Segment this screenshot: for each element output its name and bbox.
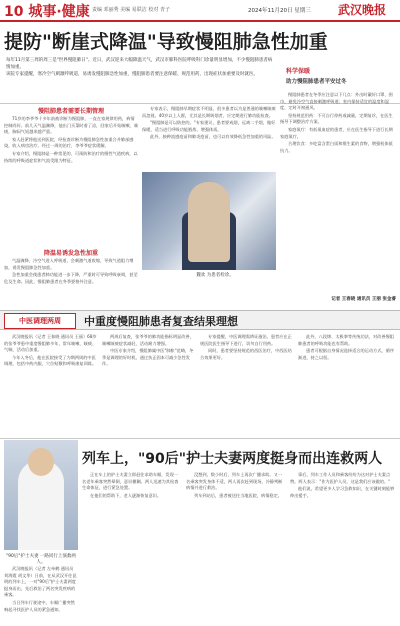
article1-column-4 [280,92,396,292]
paragraph: 慢阻肺患者在冬季应注意以下几点：外出时戴好口罩、围巾，避免冷空气直接刺激呼吸道；室内保持适宜的温度和湿度，定时开窗通风。 [280,92,393,111]
article2-column-1 [4,334,98,436]
paragraph: 专家介绍，慢阻肺是一种常见的、可预防和治疗的慢性气道疾病，以持续的呼吸道症状和气流受限为特征。 [4,150,138,163]
paragraph: 急性加重会使患者肺功能进一步下降，严重时可导致呼吸衰竭，甚至危及生命。因此，慢阻肺患者在冬季要格外注意。 [4,272,138,284]
paragraph: 家人赶紧将他送到医院，经检查诊断为慢阻肺急性加重合并肺部感染，收入病房治疗。经过一周的治疗，李爷爷症状缓解。 [4,136,134,149]
paragraph: 武汉晚报讯（记者 王春晓 通讯员 王丽）68岁的张爷爷患中重度慢阻肺多年，常年咳嗽、咳痰、气喘，活动后加重。 [4,334,97,353]
paragraph: 今年入冬后，他在医院接受了为期两周的中医调理，包括中药内服、穴位贴敷和呼吸康复训练。 [4,354,97,367]
section-tag-label: 中医调理两周 [19,317,61,325]
photo-caption: "90后"护士夫妻 一路同行上演救两人。 [6,554,76,565]
tagline-line1: 科学保暖 [286,68,311,75]
paragraph: 当日列车行驶途中，车厢广播突然响起寻找医护人员的紧急通知。 [4,599,75,612]
paragraph: 合理饮食：多吃富含蛋白质和维生素的食物，增强机体抵抗力。 [280,141,393,153]
section-tag [4,313,76,329]
lead-paragraph: 该院专家提醒，寒冷空气刺激呼吸道，易诱发慢阻肺急性加重，慢阻肺患者要注意保暖、规范用药，出现症状加重要及时就医。 [6,72,258,77]
paragraph: 在他们的帮助下，老人逐渐恢复意识。 [90,492,162,498]
photo-caption: 魏欢 为患者检诊。 [196,273,234,278]
paragraph: 坚持规范用药：不可自行停药或减量，定期复诊，在医生指导下调整治疗方案。 [280,112,393,125]
article3-column-2 [82,472,182,624]
article1-tagline [286,66,396,85]
editor-credits: 责编 邓丽秀 美编 易联洁 校对 青子 [92,7,170,13]
article3-column-4 [290,472,396,624]
divider [0,438,400,439]
paragraph: 两周后复查，张爷爷的肺功能指标明显改善，咳嗽咳痰症状减轻，活动耐力增强。 [102,334,194,346]
paragraph: 列车到站后，患者被送往当地医院，病情稳定。 [194,492,282,498]
nurse-couple-photo [4,440,78,550]
paragraph: 他们说，希望更多人学习急救知识，在关键时刻能够伸出援手。 [290,486,395,498]
paragraph: 没想到，数小时后，列车上再次广播求助。又一名乘客突发身体不适，两人再次赶到现场，冷静判断病情并进行救治。 [186,472,283,491]
paragraph: 正在车上的护士夫妻立即赶往求助车厢，发现一名老年乘客突然晕倒，意识模糊。两人迅速为其检查生命体征，进行紧急处置。 [82,472,179,491]
newspaper-logo: 武汉晚报 [338,3,387,17]
article1-column-2 [4,258,138,306]
article2-column-4 [298,334,396,436]
paragraph: "慢阻肺是可以防控的。"专家建议，患者要戒烟，远离二手烟，做好保暖，适当进行呼吸功能锻炼，增强体质。 [142,120,276,132]
article2-column-3 [200,334,294,436]
tagline-line2: 助力慢阻肺患者平安过冬 [286,79,347,85]
section-title: 10 城事·健康 [4,4,90,20]
paragraph: 中医专家介绍，慢阻肺属中医"肺胀"范畴，冬季是调理的好时机，通过扶正固本可减少急性发作。 [102,348,194,367]
article1-headline: 提防"断崖式降温"导致慢阻肺急性加重 [4,31,328,53]
article1-column-1 [4,116,138,244]
article2-headline: 中重度慢阻肺患者复查结果理想 [84,315,238,328]
paragraph: 71岁的李爷爷十多年前被诊断为慢阻肺，一直在家规律用药，病情控制尚好。前几天气温骤降，他出门买菜时着了凉，回家后开始咳嗽、咳痰，胸闷气短越来越严重。 [4,116,138,135]
article3-column-3 [186,472,286,624]
paragraph: 气温骤降，冷空气进入呼吸道，会刺激气道收缩，导致气道阻力增加，诱发慢阻肺急性加重。 [4,258,134,270]
article1-lead [6,57,274,78]
paragraph: 武汉晚报讯（记者 左牵鹤 通讯员 刘海霞 胡文华）日前，在从武汉开往昆明的列车上，一对"90后"护士夫妻两度挺身而出，先后救治了两名突发疾病的乘客。 [4,566,77,598]
subhead-cold: 降温易诱发急性加重 [43,250,98,257]
subhead-management: 慢阻肺患者需要长期管理 [37,108,104,115]
paragraph: 家庭氧疗：有低氧血症的患者，应在医生指导下进行长期家庭氧疗。 [280,126,393,139]
paragraph: 事后，列车工作人员和乘客纷纷为这对护士夫妻点赞。两人表示："作为医护人员，这是我们应该做的。" [290,472,391,484]
paragraph: 专家表示，慢阻肺早期症状不明显，很多患者以为是普通的咳嗽咳痰而忽视。40岁以上人群，尤其是长期吸烟者，应定期进行肺功能检查。 [142,106,276,118]
paragraph: 同时，患者要坚持规范的西医治疗，中西医结合效果更好。 [200,348,292,360]
lead-paragraph: 每年11月第三周的周三是"世界慢阻肺日"。近日，武汉迎来大幅降温天气，武汉市肺科医院呼吸科门诊量明显增加，不少慢阻肺患者病情加重。 [6,58,273,70]
paragraph: 患者可根据自身情况选择适合的运动方式，循序渐进，持之以恒。 [298,348,394,360]
masthead [0,0,400,22]
article1-column-3 [142,106,276,170]
doctor-patient-photo [142,172,276,270]
article3-headline: 列车上，"90后"护士夫妻两度挺身而出连救两人 [82,451,383,467]
paragraph: 此外，八段锦、太极拳等传统功法，对改善慢阻肺患者的呼吸功能也有帮助。 [298,334,394,346]
paragraph: 专家提醒，中医调理需辨证施治，患者应在正规医院医生指导下进行，切勿自行用药。 [200,334,292,346]
section-bar [0,310,400,330]
article3-column-1 [4,566,78,624]
issue-date: 2024年11月20日 星期三 [248,8,311,14]
paragraph: 此外，接种流感疫苗和肺炎疫苗，也可以有效降低急性加重的风险。 [150,134,276,140]
article1-byline: 记者 王春晓 通讯员 王丽 张金睿 [331,297,396,302]
article2-column-2 [102,334,196,436]
